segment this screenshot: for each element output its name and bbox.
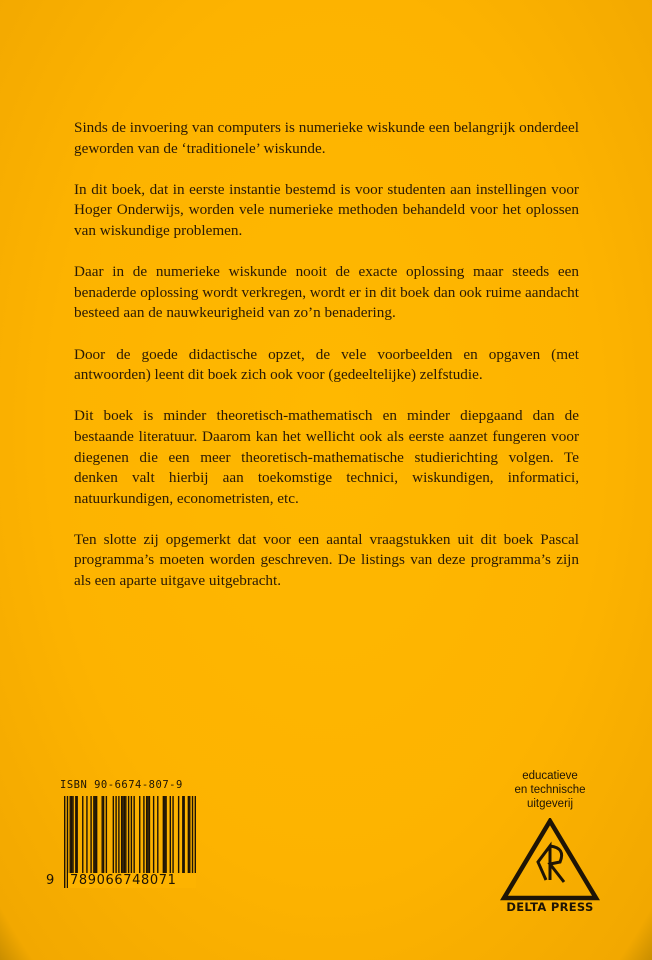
publisher-name: DELTA PRESS — [506, 900, 594, 914]
barcode-bar — [75, 796, 76, 873]
tagline-line: uitgeverij — [526, 798, 574, 810]
barcode-bar — [172, 796, 173, 873]
barcode-bar — [183, 796, 184, 873]
blurb-paragraph: Door de goede didactische opzet, de vele voorbeelden en opgaven (met antwoorden) leent dit boek zich ook voor (gedeeltelijke) zelfstudie. — [74, 345, 579, 384]
barcode-bar — [157, 796, 158, 873]
barcode-bar — [95, 796, 96, 873]
barcode-bar — [182, 796, 183, 873]
blurb-paragraph: Sinds de invoering van computers is numerieke wiskunde een belangrijk onderdeel geworden van de ‘traditionele’ wiskunde. — [74, 119, 579, 157]
barcode-bar — [106, 796, 107, 873]
barcode-bar — [153, 796, 154, 873]
barcode-bar — [93, 796, 94, 873]
barcode-bar — [149, 796, 150, 873]
tagline-line: educatieve — [522, 770, 578, 782]
barcode-bar — [115, 796, 116, 873]
barcode-bar — [118, 796, 119, 873]
barcode-first-digit: 9 — [46, 873, 55, 888]
barcode-bar — [189, 796, 190, 873]
barcode-bar — [122, 796, 123, 873]
barcode-bar — [163, 796, 164, 873]
barcode-bar — [70, 796, 71, 873]
barcode-bar — [71, 796, 72, 873]
barcode-bar — [143, 796, 144, 873]
barcode-bar — [64, 796, 65, 888]
tagline-line: en technische — [514, 784, 586, 796]
barcode-bar — [77, 796, 78, 873]
barcode-bar — [124, 796, 125, 873]
barcode-bar — [170, 796, 171, 873]
barcode-bar — [188, 796, 189, 873]
barcode-bar — [90, 796, 91, 873]
barcode-bar — [164, 796, 165, 873]
publisher-tagline — [486, 769, 614, 811]
barcode-bar — [121, 796, 122, 873]
barcode-bar — [178, 796, 179, 873]
blurb-paragraph: Ten slotte zij opgemerkt dat voor een aantal vraagstukken uit dit boek Pascal programma’s moeten worden geschreven. De listings van deze programma’s zijn als een aparte uitgave uitgebracht. — [74, 530, 579, 590]
blurb-paragraph: Daar in de numerieke wiskunde nooit de exacte oplossing maar steeds een benaderde oplossing wordt verkregen, wordt er in dit boek dan ook ruime aandacht besteed aan de nauwkeurigheid van zo’n benadering. — [74, 263, 579, 322]
barcode-bar — [139, 796, 140, 873]
barcode-bar — [165, 796, 166, 873]
blurb-text — [74, 118, 579, 612]
barcode-bar — [102, 796, 103, 873]
barcode-bar — [125, 796, 126, 873]
isbn-label: ISBN 90-6674-807-9 — [60, 779, 183, 791]
barcode-bar — [113, 796, 114, 873]
barcode-bar — [82, 796, 83, 873]
barcode-digits: 789066748071 — [68, 873, 196, 888]
blurb-paragraph: In dit boek, dat in eerste instantie bestemd is voor studenten aan instellingen voor Hoger Onderwijs, worden vele numerieke methoden behandeld voor het oplossen van wiskundige problemen. — [74, 180, 579, 239]
barcode-bar — [72, 796, 73, 873]
barcode-bar — [103, 796, 104, 873]
barcode-bar — [146, 796, 147, 873]
delta-logo-icon — [500, 818, 600, 902]
barcode-bar — [147, 796, 148, 873]
blurb-paragraph: Dit boek is minder theoretisch-mathematisch en minder diepgaand dan de bestaande literatuur. Daarom kan het wellicht ook als eerste aanzet fungeren voor diegenen die een meer theoretisch-mathematische studierichting volgen. Te denken valt hierbij aan toekomstige technici, wiskundigen, informatici, natuurkundigen, econometristen, etc. — [74, 407, 579, 507]
barcode-bar — [86, 796, 87, 873]
barcode-bar — [133, 796, 134, 873]
barcode-bar — [96, 796, 97, 873]
